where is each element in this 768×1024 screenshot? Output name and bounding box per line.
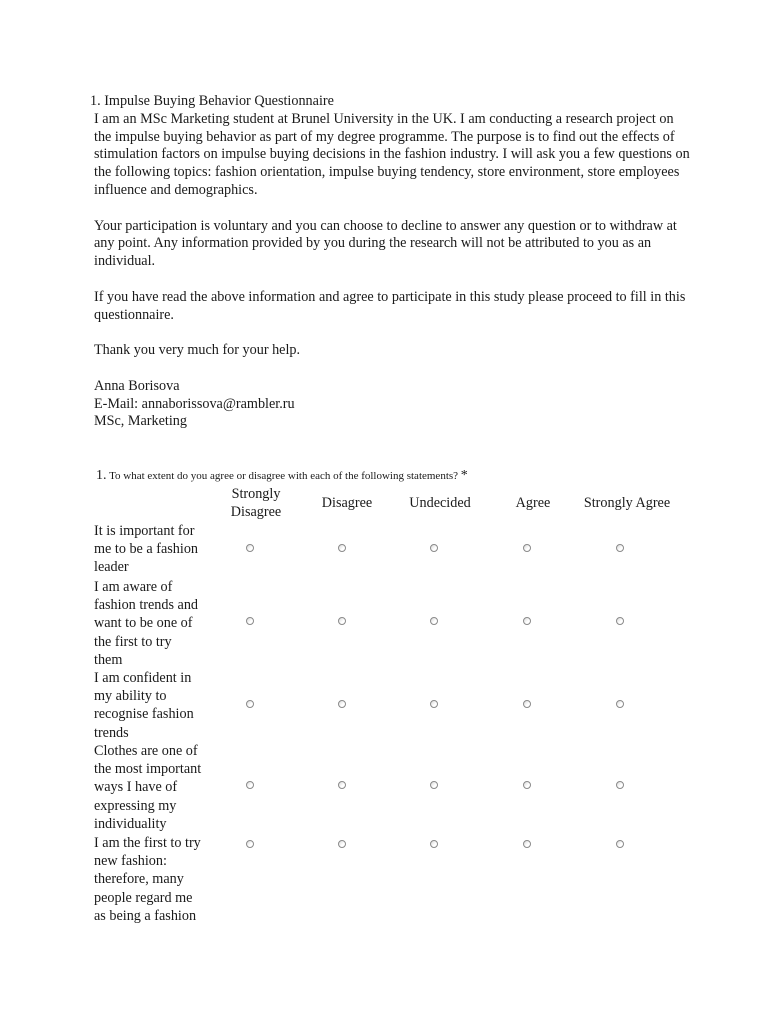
statement-line: I am the first to try	[94, 835, 201, 851]
required-mark: *	[460, 468, 468, 483]
statement-line: the most important	[94, 761, 202, 778]
statement-text	[94, 522, 219, 577]
statement-line: them	[94, 651, 123, 668]
participation-paragraph: Your participation is voluntary and you can choose to decline to answer any question or to withdraw at any point. Any information provided by you during the research will not be attributed to you as an individual.	[94, 217, 677, 270]
statement-line: people regard me	[94, 889, 193, 906]
radio-undecided[interactable]	[430, 700, 438, 708]
radio-strongly-agree[interactable]	[616, 840, 624, 848]
radio-strongly-agree[interactable]	[616, 617, 624, 625]
signature-block	[94, 378, 694, 431]
statement-text	[94, 742, 219, 833]
statement-line: expressing my	[94, 797, 177, 814]
statement-line: individuality	[94, 815, 167, 832]
radio-undecided[interactable]	[430, 840, 438, 848]
author-degree: MSc, Marketing	[94, 413, 187, 430]
radio-agree[interactable]	[523, 700, 531, 708]
statement-text	[94, 834, 219, 925]
scale-header	[0, 485, 768, 525]
radio-agree[interactable]	[523, 617, 531, 625]
question-number: 1.	[96, 468, 107, 483]
statement-line: ways I have of	[94, 779, 178, 796]
radio-strongly-agree[interactable]	[616, 544, 624, 552]
col-disagree: Disagree	[321, 495, 373, 511]
author-name: Anna Borisova	[94, 377, 180, 394]
statement-line: recognise fashion	[94, 706, 194, 723]
statement-line: therefore, many	[94, 871, 184, 888]
radio-disagree[interactable]	[338, 700, 346, 708]
consent-paragraph: If you have read the above information and agree to participate in this study please proceed to fill in this questionnaire.	[94, 288, 686, 323]
col-strongly-disagree-line2: Disagree	[230, 504, 282, 520]
thanks-paragraph: Thank you very much for your help.	[94, 342, 301, 359]
radio-agree[interactable]	[523, 840, 531, 848]
statement-line: I am aware of	[94, 579, 173, 595]
statement-line: new fashion:	[94, 853, 167, 870]
author-email: E-Mail: annaborissova@rambler.ru	[94, 395, 295, 412]
radio-agree[interactable]	[523, 781, 531, 789]
questionnaire-title: 1. Impulse Buying Behavior Questionnaire	[90, 93, 334, 109]
radio-undecided[interactable]	[430, 617, 438, 625]
col-undecided: Undecided	[409, 495, 471, 511]
radio-disagree[interactable]	[338, 617, 346, 625]
statement-text	[94, 669, 219, 742]
col-strongly-agree: Strongly Agree	[583, 495, 671, 511]
statement-line: the first to try	[94, 633, 172, 650]
col-agree: Agree	[515, 495, 551, 511]
statement-line: want to be one of	[94, 615, 193, 632]
statement-line: I am confident in	[94, 670, 192, 686]
radio-undecided[interactable]	[430, 781, 438, 789]
statement-line: me to be a fashion	[94, 541, 199, 558]
question-heading	[96, 467, 696, 486]
question-text: To what extent do you agree or disagree with each of the following statements?	[109, 470, 459, 482]
radio-strongly-disagree[interactable]	[246, 617, 254, 625]
radio-disagree[interactable]	[338, 840, 346, 848]
radio-strongly-disagree[interactable]	[246, 781, 254, 789]
statement-line: trends	[94, 724, 129, 741]
radio-strongly-disagree[interactable]	[246, 544, 254, 552]
statement-line: Clothes are one of	[94, 743, 198, 759]
radio-undecided[interactable]	[430, 544, 438, 552]
radio-disagree[interactable]	[338, 781, 346, 789]
radio-agree[interactable]	[523, 544, 531, 552]
statement-text	[94, 578, 219, 669]
statement-line: my ability to	[94, 688, 167, 705]
radio-strongly-disagree[interactable]	[246, 700, 254, 708]
radio-disagree[interactable]	[338, 544, 346, 552]
intro-section	[90, 93, 694, 431]
radio-strongly-agree[interactable]	[616, 700, 624, 708]
radio-strongly-agree[interactable]	[616, 781, 624, 789]
statement-line: fashion trends and	[94, 597, 199, 614]
statement-line: leader	[94, 559, 129, 576]
statement-line: as being a fashion	[94, 907, 197, 924]
radio-strongly-disagree[interactable]	[246, 840, 254, 848]
col-strongly-disagree-line1: Strongly	[231, 486, 281, 502]
intro-paragraph: I am an MSc Marketing student at Brunel University in the UK. I am conducting a research project on the impulse buying behavior as part of my degree programme. The purpose is to find out the effects of stimulation factors on impulse buying decisions in the fashion industry. I will ask you a few questions on the following topics: fashion orientation, impulse buying tendency, store environment, store employees influence and demographics.	[94, 110, 690, 198]
statement-line: It is important for	[94, 523, 195, 539]
